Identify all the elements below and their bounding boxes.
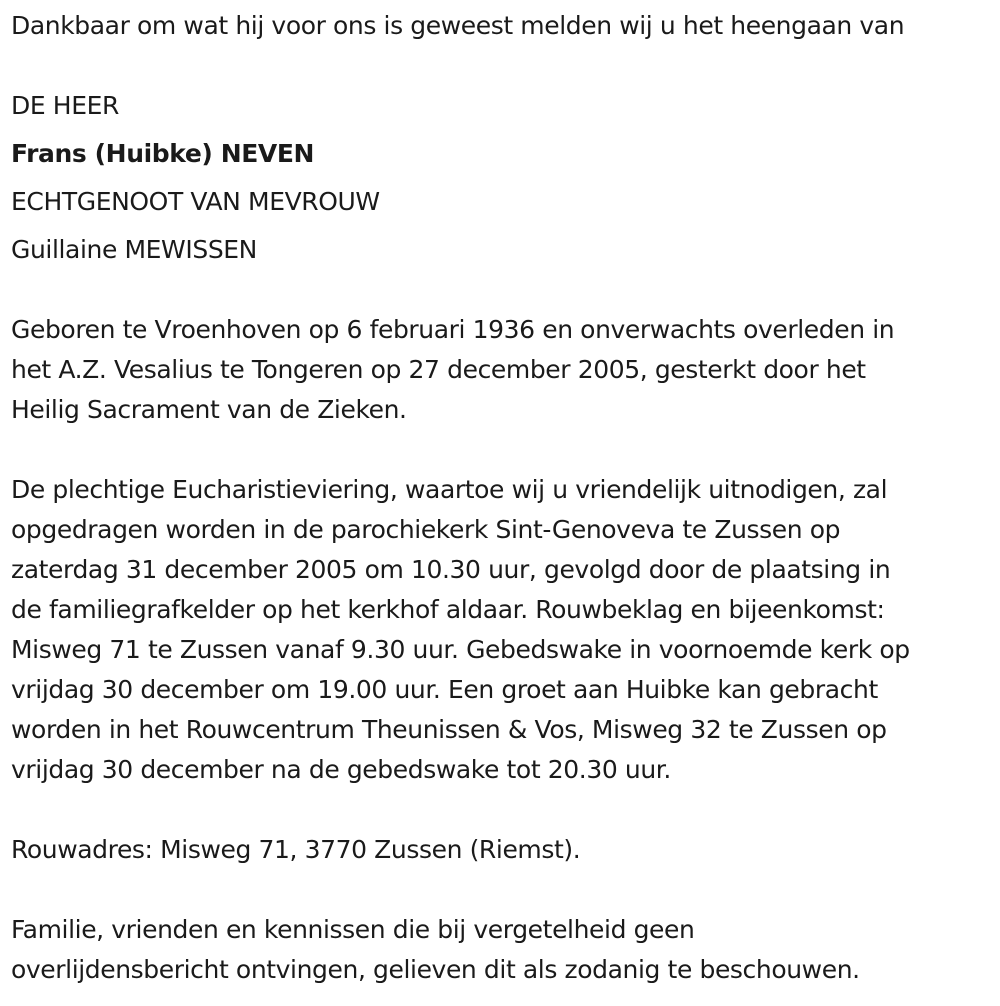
birth-death-line: Heilig Sacrament van de Zieken. [11,395,407,424]
ceremony-line: De plechtige Eucharistieviering, waartoe wij u vriendelijk uitnodigen, zal [11,475,888,504]
deceased-name: Frans (Huibke) NEVEN [11,139,315,168]
birth-death-line: het A.Z. Vesalius te Tongeren op 27 december 2005, gesterkt door het [11,355,866,384]
mourning-address: Rouwadres: Misweg 71, 3770 Zussen (Riemst). [11,835,581,864]
ceremony-line: vrijdag 30 december om 19.00 uur. Een groet aan Huibke kan gebracht [11,675,878,704]
title-text: DE HEER [11,91,119,120]
ceremony-line: worden in het Rouwcentrum Theunissen & Vos, Misweg 32 te Zussen op [11,715,887,744]
ceremony-line: vrijdag 30 december na de gebedswake tot 20.30 uur. [11,755,671,784]
ceremony-line: de familiegrafkelder op het kerkhof aldaar. Rouwbeklag en bijeenkomst: [11,595,885,624]
birth-death-line: Geboren te Vroenhoven op 6 februari 1936 en onverwachts overleden in [11,315,895,344]
ceremony-line: opgedragen worden in de parochiekerk Sint-Genoveva te Zussen op [11,515,841,544]
spouse-label: ECHTGENOOT VAN MEVROUW [11,187,380,216]
closing-line: Familie, vrienden en kennissen die bij vergetelheid geen [11,915,695,944]
ceremony-line: zaterdag 31 december 2005 om 10.30 uur, gevolgd door de plaatsing in [11,555,891,584]
spouse-name: Guillaine MEWISSEN [11,235,257,264]
closing-line: overlijdensbericht ontvingen, gelieven dit als zodanig te beschouwen. [11,955,860,984]
ceremony-line: Misweg 71 te Zussen vanaf 9.30 uur. Gebedswake in voornoemde kerk op [11,635,910,664]
intro-text: Dankbaar om wat hij voor ons is geweest melden wij u het heengaan van [11,11,905,40]
